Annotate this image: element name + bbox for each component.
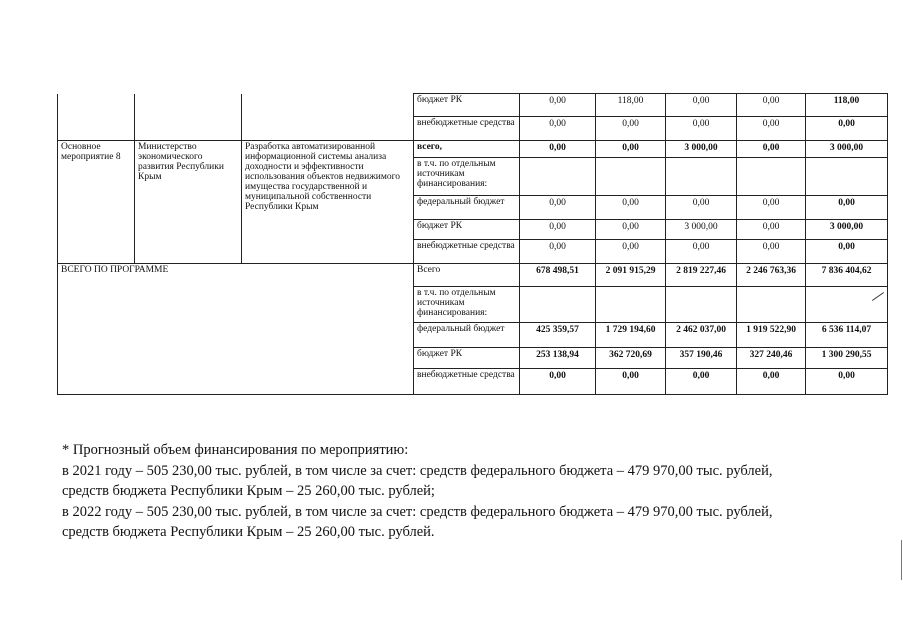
cell-program-total: ВСЕГО ПО ПРОГРАММЕ (58, 264, 414, 395)
cell-source: внебюджетные средства (414, 369, 520, 395)
cell-value: 0,00 (596, 240, 666, 264)
cell-value: 425 359,57 (520, 323, 596, 348)
cell-value: 0,00 (737, 117, 806, 141)
cell-value: 0,00 (596, 141, 666, 158)
financing-table (57, 93, 888, 395)
cell-value: 7 836 404,62 (806, 264, 888, 287)
cell-value: 3 000,00 (806, 220, 888, 240)
cell-value: 0,00 (737, 220, 806, 240)
cell-source: всего, (414, 141, 520, 158)
cell-value (666, 287, 737, 323)
footnote-line: средств бюджета Республики Крым – 25 260,00 тыс. рублей. (62, 524, 435, 540)
cell-value: 0,00 (520, 220, 596, 240)
cell-value: 0,00 (666, 240, 737, 264)
cell-value (806, 158, 888, 196)
cell-value: 1 729 194,60 (596, 323, 666, 348)
cell-value: 357 190,46 (666, 348, 737, 369)
cell-description (242, 94, 414, 141)
footnote-line: в 2022 году – 505 230,00 тыс. рублей, в том числе за счет: средств федерального бюджета – 479 970,00 тыс. рублей, (62, 503, 773, 520)
cell-value: 0,00 (666, 196, 737, 220)
cell-value (596, 158, 666, 196)
cell-value: 2 462 037,00 (666, 323, 737, 348)
cell-value: 0,00 (737, 369, 806, 395)
cell-value: 0,00 (666, 117, 737, 141)
cell-value: 0,00 (666, 94, 737, 117)
table-row (58, 141, 888, 158)
cell-value (737, 287, 806, 323)
cell-value: 2 091 915,29 (596, 264, 666, 287)
cell-value: 118,00 (806, 94, 888, 117)
cell-source: в т.ч. по отдельным источникам финансирования: (414, 287, 520, 323)
cell-value: 0,00 (806, 117, 888, 141)
cell-value: 3 000,00 (666, 141, 737, 158)
cell-value (737, 158, 806, 196)
cell-value (520, 158, 596, 196)
cell-value: 0,00 (596, 196, 666, 220)
cell-source: бюджет РК (414, 348, 520, 369)
scan-edge-line (901, 540, 902, 580)
cell-executor: Министерство экономического развития Республики Крым (135, 141, 242, 264)
cell-source: бюджет РК (414, 94, 520, 117)
cell-value: 0,00 (596, 369, 666, 395)
cell-activity (58, 94, 135, 141)
cell-value: 0,00 (737, 240, 806, 264)
cell-value: 0,00 (666, 369, 737, 395)
cell-value: 3 000,00 (806, 141, 888, 158)
cell-activity: Основное мероприятие 8 (58, 141, 135, 264)
cell-value: 2 246 763,36 (737, 264, 806, 287)
cell-value: 0,00 (596, 220, 666, 240)
cell-value: 118,00 (596, 94, 666, 117)
cell-value (806, 287, 888, 323)
cell-source: федеральный бюджет (414, 196, 520, 220)
cell-source: федеральный бюджет (414, 323, 520, 348)
cell-value: 362 720,69 (596, 348, 666, 369)
footnote-line: * Прогнозный объем финансирования по мероприятию: (62, 442, 409, 458)
cell-source: внебюджетные средства (414, 240, 520, 264)
cell-value: 1 300 290,55 (806, 348, 888, 369)
footnote-line: в 2021 году – 505 230,00 тыс. рублей, в том числе за счет: средств федерального бюджета – 479 970,00 тыс. рублей, (62, 462, 773, 479)
cell-value: 0,00 (806, 369, 888, 395)
cell-source: внебюджетные средства (414, 117, 520, 141)
table-row (58, 264, 888, 287)
cell-value: 253 138,94 (520, 348, 596, 369)
footnote-block (62, 440, 862, 543)
cell-value (596, 287, 666, 323)
footnote-line: средств бюджета Республики Крым – 25 260,00 тыс. рублей; (62, 483, 435, 499)
cell-value: 0,00 (737, 141, 806, 158)
cell-description: Разработка автоматизированной информационной системы анализа доходности и эффективности использования объектов недвижимого имущества государственной и муниципальной собственности Республики Крым (242, 141, 414, 264)
cell-value: 0,00 (737, 94, 806, 117)
cell-value: 0,00 (520, 117, 596, 141)
cell-source: бюджет РК (414, 220, 520, 240)
cell-value: 1 919 522,90 (737, 323, 806, 348)
cell-source: в т.ч. по отдельным источникам финансирования: (414, 158, 520, 196)
cell-value: 0,00 (737, 196, 806, 220)
cell-value: 0,00 (520, 240, 596, 264)
cell-value: 0,00 (520, 196, 596, 220)
cell-value: 0,00 (806, 196, 888, 220)
cell-value: 0,00 (520, 141, 596, 158)
cell-value: 0,00 (806, 240, 888, 264)
cell-value (666, 158, 737, 196)
cell-executor (135, 94, 242, 141)
cell-value: 0,00 (520, 94, 596, 117)
cell-value: 0,00 (520, 369, 596, 395)
table-row (58, 94, 888, 117)
cell-value: 2 819 227,46 (666, 264, 737, 287)
cell-value: 678 498,51 (520, 264, 596, 287)
cell-value: 0,00 (596, 117, 666, 141)
cell-value: 327 240,46 (737, 348, 806, 369)
cell-source: Всего (414, 264, 520, 287)
cell-value (520, 287, 596, 323)
cell-value: 6 536 114,07 (806, 323, 888, 348)
cell-value: 3 000,00 (666, 220, 737, 240)
